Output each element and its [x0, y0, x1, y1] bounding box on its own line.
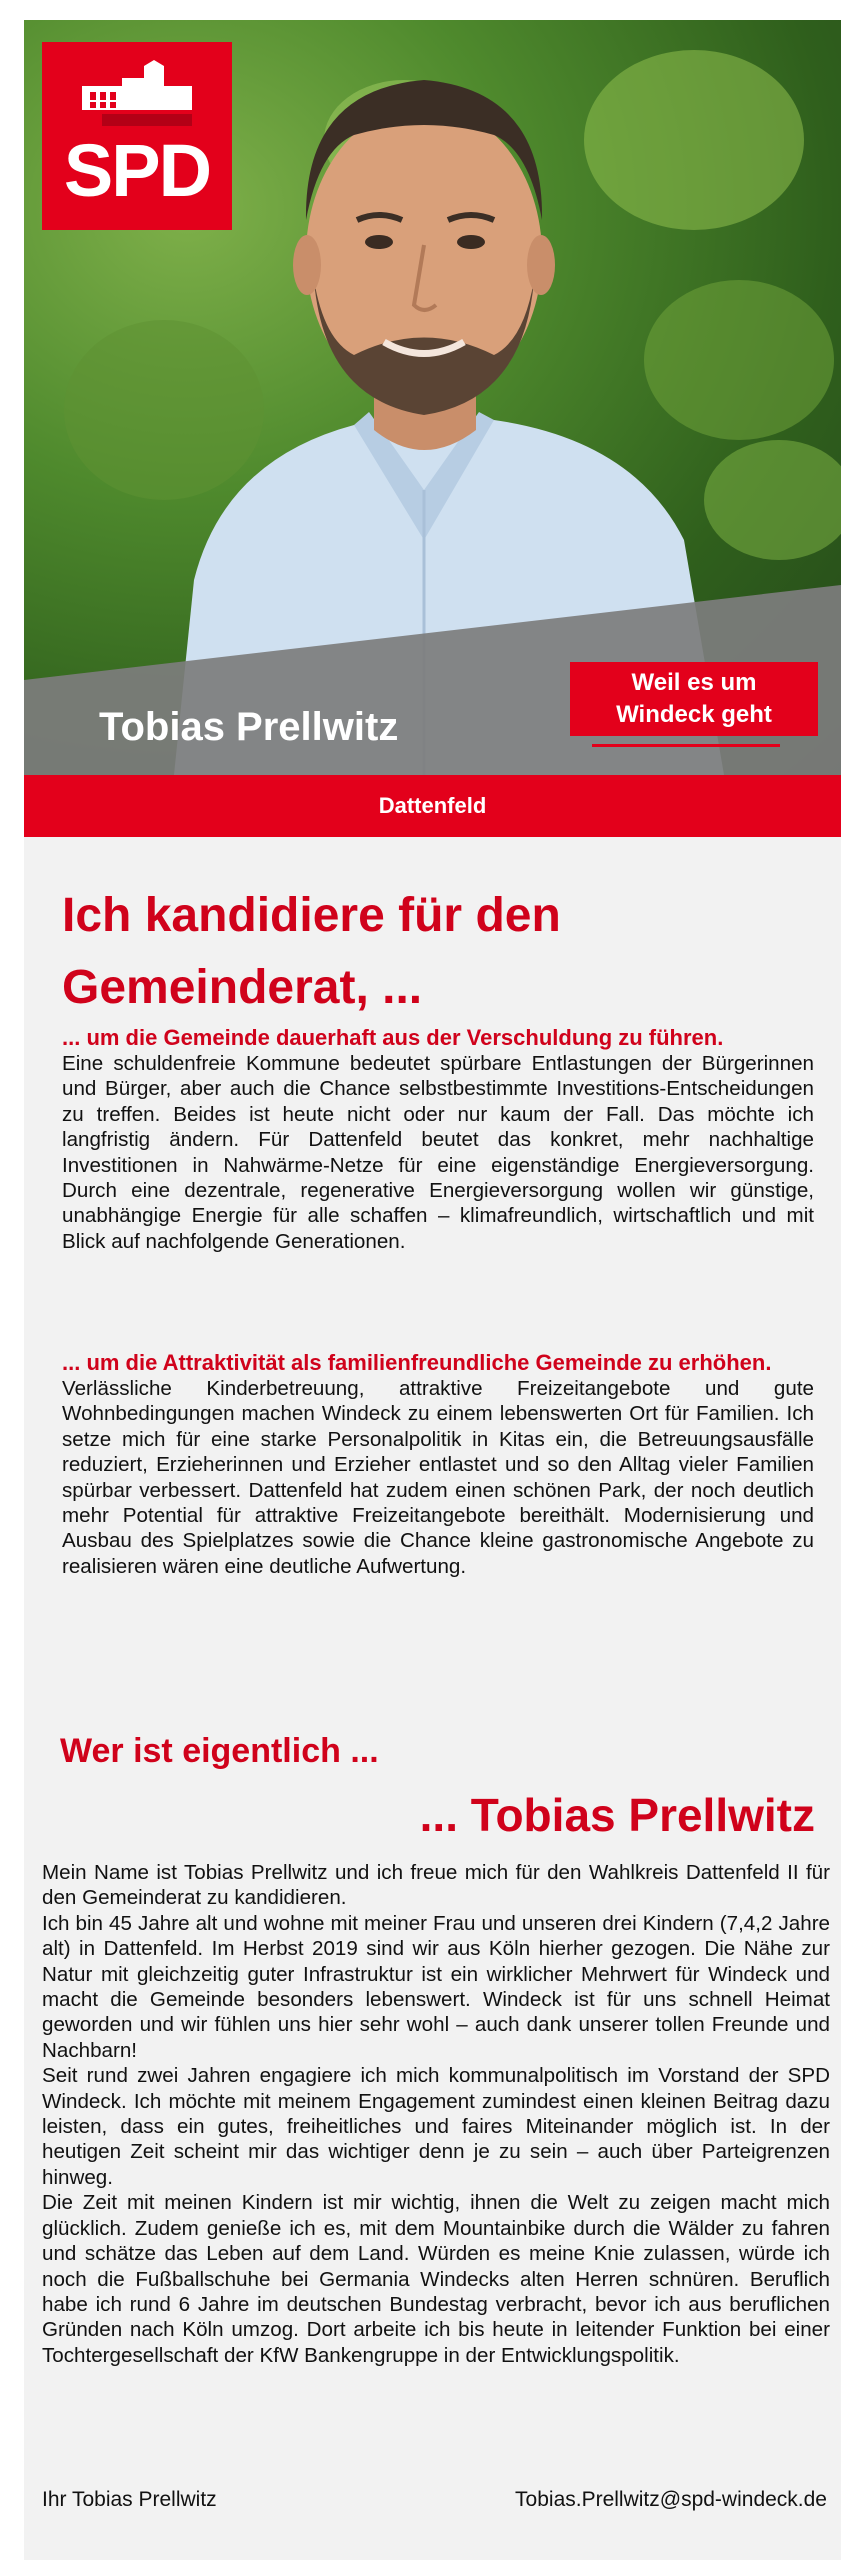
main-heading [62, 880, 762, 1024]
section-debt [62, 1025, 814, 1254]
about-heading-part-1: Wer ist eigentlich ... [60, 1732, 379, 1770]
spd-logo [42, 42, 232, 230]
about-heading-part-2: ... Tobias Prellwitz [419, 1789, 815, 1841]
building-icon [82, 56, 192, 126]
slogan-underline [592, 744, 780, 747]
slogan-line-1: Weil es um [631, 669, 757, 696]
bio-paragraph: Ich bin 45 Jahre alt und wohne mit meiner Frau und unseren drei Kindern (7,4,2 Jahre alt) in Dattenfeld. Im Herbst 2019 sind wir aus Köln hierher gezogen. Die Nähe zur Natur mit gleichzeitig guter Infrastruktur ist ein wirklicher Mehrwert für Windeck und macht die Gemeinde besonders lebenswert. Windeck ist für uns schnell Heimat geworden und wir fühlen uns hier sehr wohl – auch dank unserer tollen Freunde und Nachbarn! [42, 1911, 830, 2062]
logo-text: SPD [63, 129, 211, 212]
bio-paragraph: Seit rund zwei Jahren engagiere ich mich kommunalpolitisch im Vorstand der SPD Windeck. Ich möchte mit meinem Engagement zumindest einen kleinen Beitrag dazu leisten, dass ein gutes, freiheitliches und faires Miteinander möglich ist. In der heutigen Zeit scheint mir das wichtiger denn je zu sein – auch über Parteigrenzen hinweg. [42, 2064, 830, 2189]
slogan-box [570, 662, 818, 736]
main-heading-line-1: Ich kandidiere für den [62, 889, 561, 942]
section-family-text: Verlässliche Kinderbetreuung, attraktive Freizeitangebote und gute Wohnbedingungen machen Windeck zu einem lebenswerten Ort für Familien. Ich setze mich für eine starke Personalpolitik in Kitas ein, die Betreuungsausfälle reduziert, Erzieherinnen und Erzieher entlastet und so den Alltag vieler Familien spürbar verbessert. Dattenfeld hat zudem einen schönen Park, der noch deutlich mehr Potential für attraktive Freizeitangebote bereithält. Modernisierung und Ausbau des Spielplatzes sowie die Chance kleine gastronomische Angebote zu realisieren wären eine deutliche Aufwertung. [62, 1377, 814, 1578]
hero-photo [24, 20, 841, 775]
candidate-name: Tobias Prellwitz [99, 705, 399, 749]
bio-text [42, 1860, 830, 2368]
bio-paragraph: Mein Name ist Tobias Prellwitz und ich freue mich für den Wahlkreis Dattenfeld II für den Gemeinderat zu kandidieren. [42, 1861, 830, 1910]
main-heading-line-2: Gemeinderat, ... [62, 961, 423, 1014]
signature: Ihr Tobias Prellwitz [42, 2488, 217, 2511]
section-debt-text: Eine schuldenfreie Kommune bedeutet spürbare Entlastungen der Bürgerinnen und Bürger, aber auch die Chance selbstbestimmte Investitions-Entscheidungen zu treffen. Beides ist heute nicht oder nur kaum der Fall. Das möchte ich langfristig ändern. Für Dattenfeld beutet das konkret, mehr nachhaltige Investitionen in Nahwärme-Netze für eine eigenständige Energieversorgung. Durch eine dezentrale, regenerative Energieversorgung wollen wir günstige, unabhängige Energie für alle schaffen – klimafreundlich, wirtschaftlich und mit Blick auf nachfolgende Generationen. [62, 1052, 814, 1253]
section-family-subheading: ... um die Attraktivität als familienfreundliche Gemeinde zu erhöhen. [62, 1350, 772, 1375]
flyer-page [24, 20, 841, 2560]
section-family [62, 1350, 814, 1579]
district-bar: Dattenfeld [24, 775, 841, 837]
section-debt-subheading: ... um die Gemeinde dauerhaft aus der Verschuldung zu führen. [62, 1025, 724, 1050]
bio-paragraph: Die Zeit mit meinen Kindern ist mir wichtig, ihnen die Welt zu zeigen macht mich glücklich. Zudem genieße ich es, mit dem Mountainbike durch die Wälder zu fahren und schätze das Leben auf dem Land. Würden es meine Knie zulassen, würde ich noch die Fußballschuhe bei Germania Windecks alten Herren schnüren. Beruflich habe ich rund 6 Jahre im deutschen Bundestag verbracht, bevor ich aus beruflichen Gründen nach Köln umzog. Dort arbeite ich bis heute in leitender Funktion bei einer Tochtergesellschaft der KfW Bankengruppe in der Entwicklungspolitik. [42, 2191, 830, 2367]
contact-email[interactable]: Tobias.Prellwitz@spd-windeck.de [515, 2488, 827, 2511]
slogan-line-2: Windeck geht [616, 701, 772, 728]
